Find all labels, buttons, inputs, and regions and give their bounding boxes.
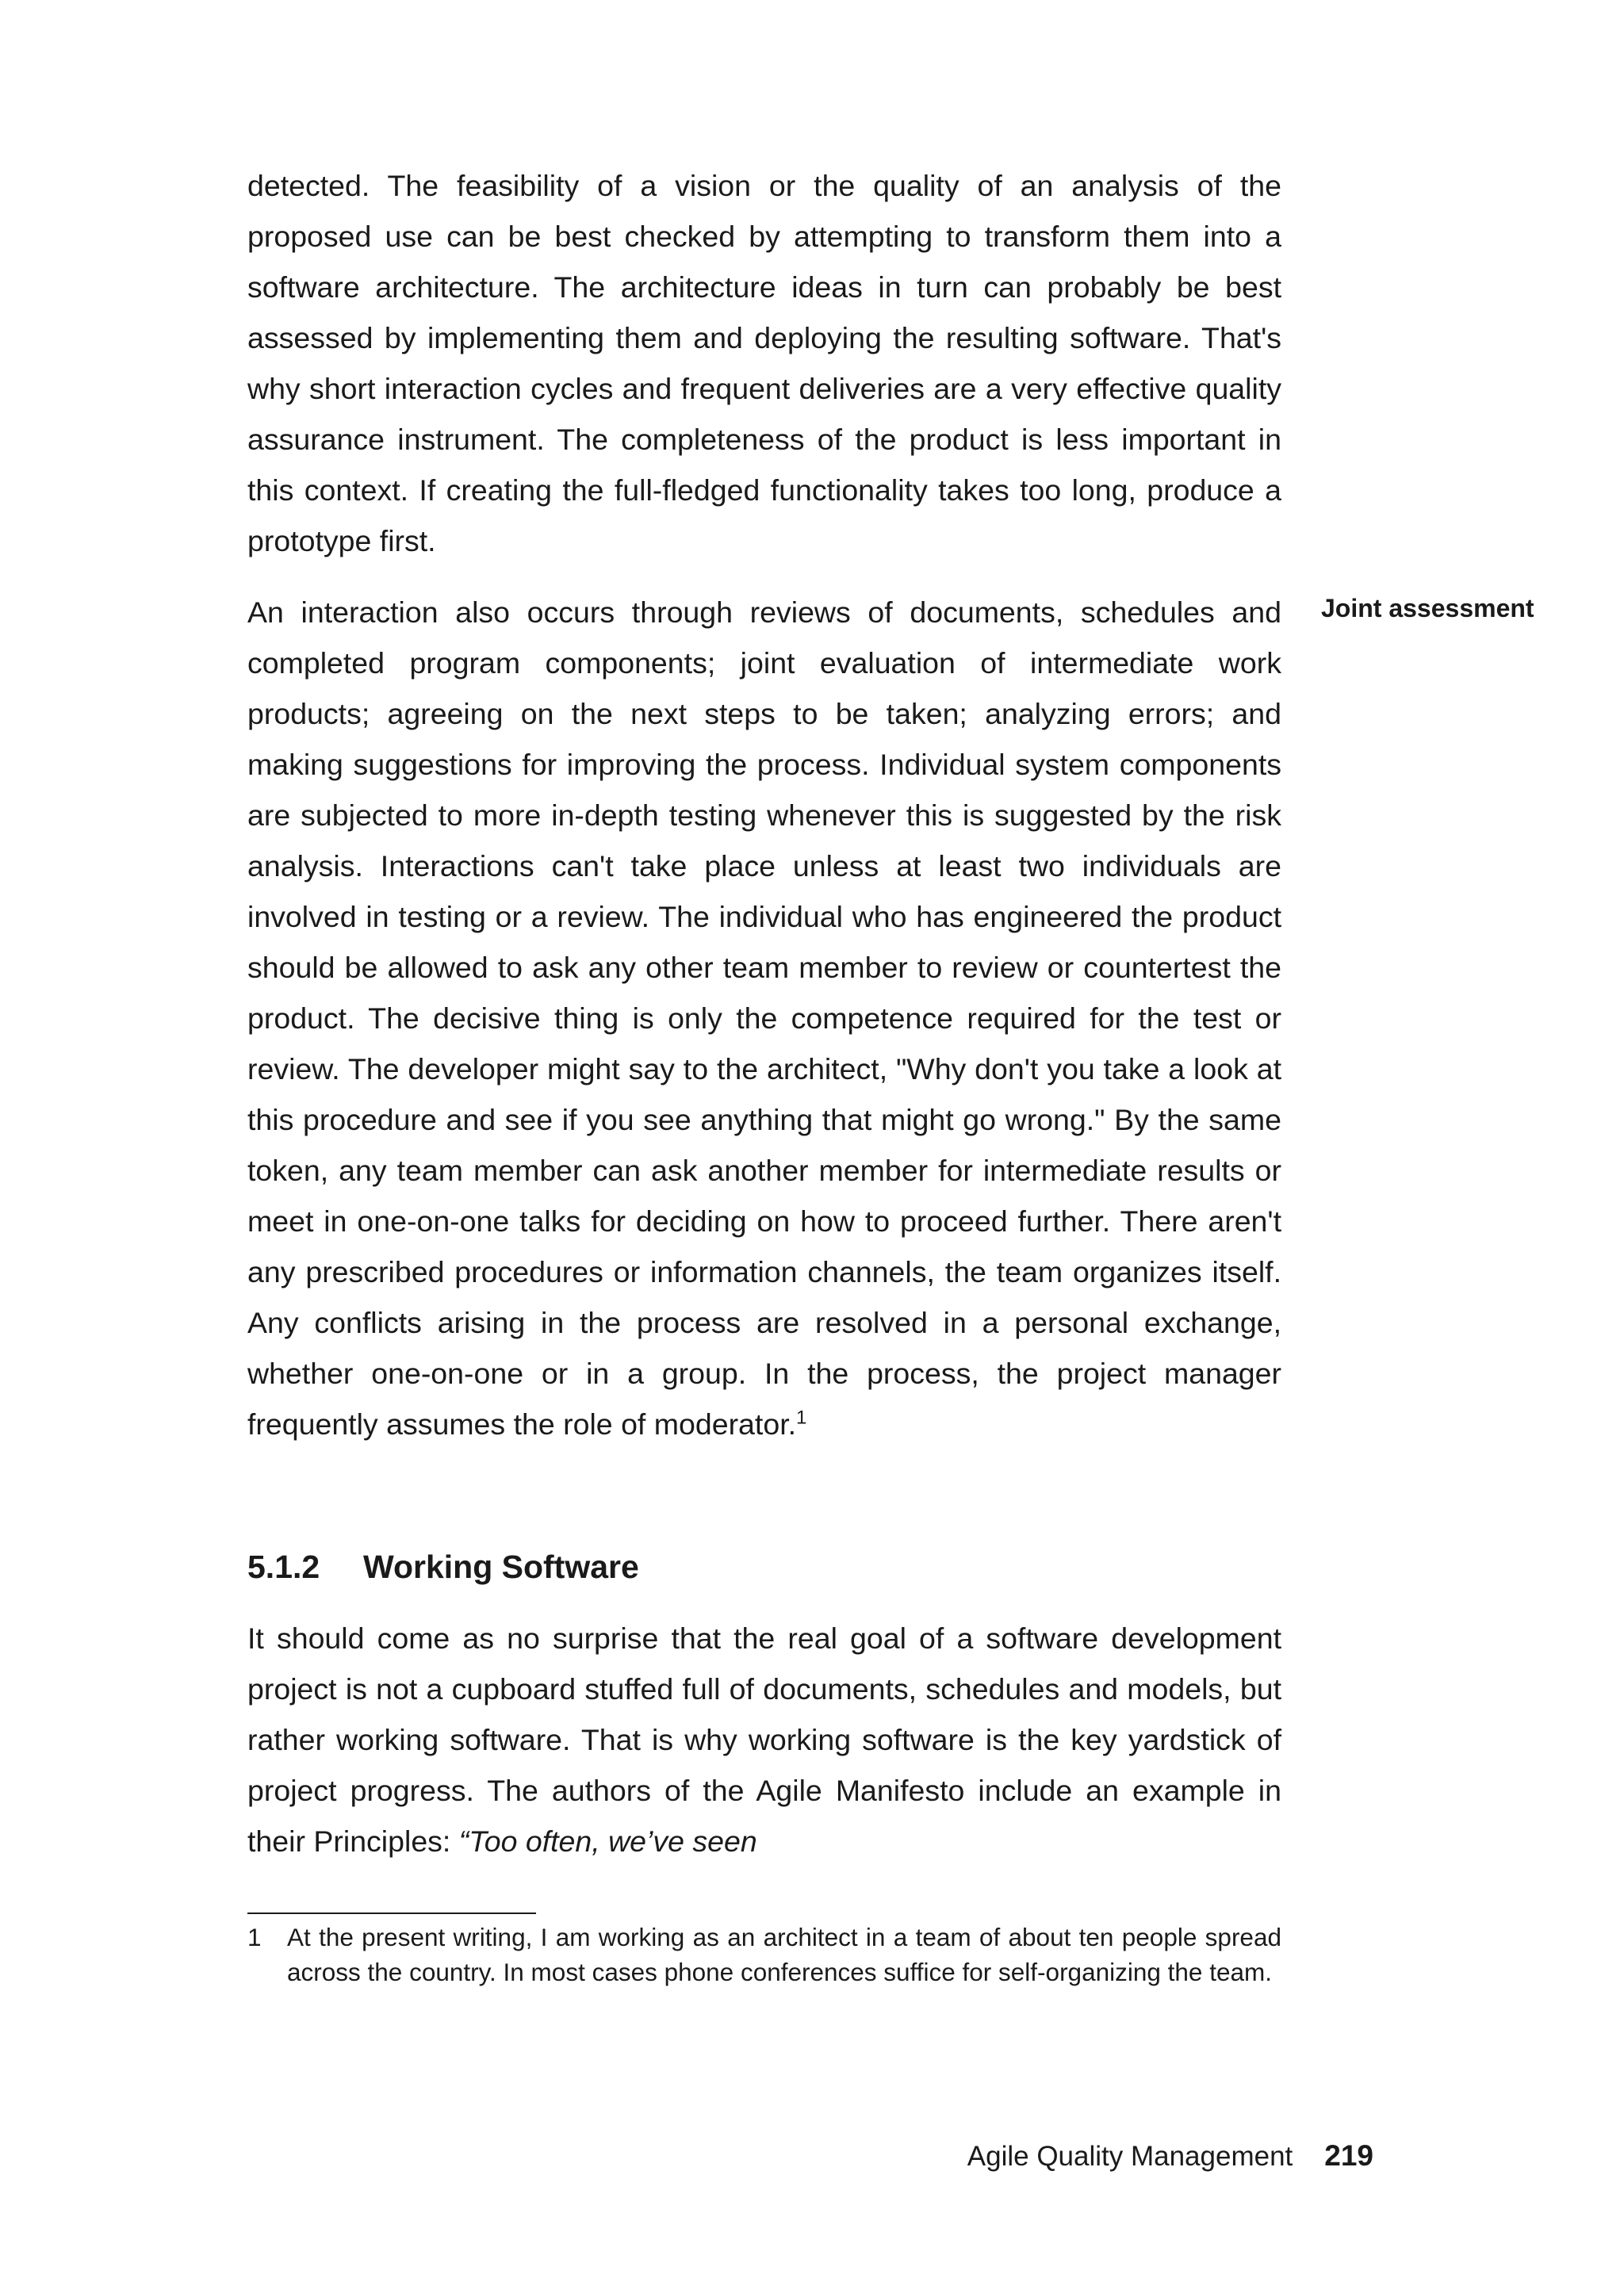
- body-paragraph-1: [247, 160, 1281, 566]
- section-title: Working Software: [363, 1549, 639, 1585]
- footnote-number: 1: [247, 1923, 262, 1951]
- paragraph-1-text: detected. The feasibility of a vision or the quality of an analysis of the proposed use can be best checked by attempting to transform them into a software architecture. The architecture ideas in turn can probably be best assessed by implementing them and deploying the resulting software. That's why short interaction cycles and frequent deliveries are a very effective quality assurance instrument. The completeness of the product is less important in this context. If creating the full-fledged functionality takes too long, produce a prototype first.: [247, 169, 1281, 557]
- footnote-1: [247, 1920, 1281, 1989]
- margin-note-joint-assessment: Joint assessment: [1321, 594, 1534, 622]
- footnote-divider: [247, 1913, 536, 1914]
- footnote-reference: 1: [796, 1407, 807, 1429]
- paragraph-3-quote: “Too often, we’ve seen: [458, 1824, 757, 1858]
- running-title: Agile Quality Management: [967, 2141, 1293, 2172]
- body-paragraph-3: [247, 1613, 1281, 1867]
- page-number: 219: [1324, 2139, 1373, 2172]
- section-number: 5.1.2: [247, 1549, 320, 1585]
- paragraph-3-text: It should come as no surprise that the real goal of a software development project is not a cupboard stuffed full of documents, schedules and models, but rather working software. That is why working software is the key yardstick of project progress. The authors of the Agile Manifesto include an example in their Principles:: [247, 1622, 1281, 1858]
- body-paragraph-2: [247, 587, 1281, 1449]
- footnote-text: At the present writing, I am working as an architect in a team of about ten people spread across the country. In most cases phone conferences suffice for self-organizing the team.: [287, 1923, 1281, 1986]
- running-footer: [872, 2136, 1373, 2177]
- section-heading: [247, 1543, 639, 1591]
- paragraph-2-text: An interaction also occurs through reviews of documents, schedules and completed program components; joint evaluation of intermediate work products; agreeing on the next steps to be taken; analyzing errors; and making suggestions for improving the process. Individual system components are subjected to more in-depth testing whenever this is suggested by the risk analysis. Interactions can't take place unless at least two individuals are involved in testing or a review. The individual who has engineered the product should be allowed to ask any other team member to review or countertest the product. The decisive thing is only the competence required for the test or review. The developer might say to the architect, "Why don't you take a look at this procedure and see if you see anything that might go wrong." By the same token, any team member can ask another member for intermediate results or meet in one-on-one talks for deciding on how to proceed further. There aren't any prescribed procedures or information channels, the team organizes itself. Any conflicts arising in the process are resolved in a personal exchange, whether one-on-one or in a group. In the process, the project manager frequently assumes the role of moderator.: [247, 595, 1281, 1441]
